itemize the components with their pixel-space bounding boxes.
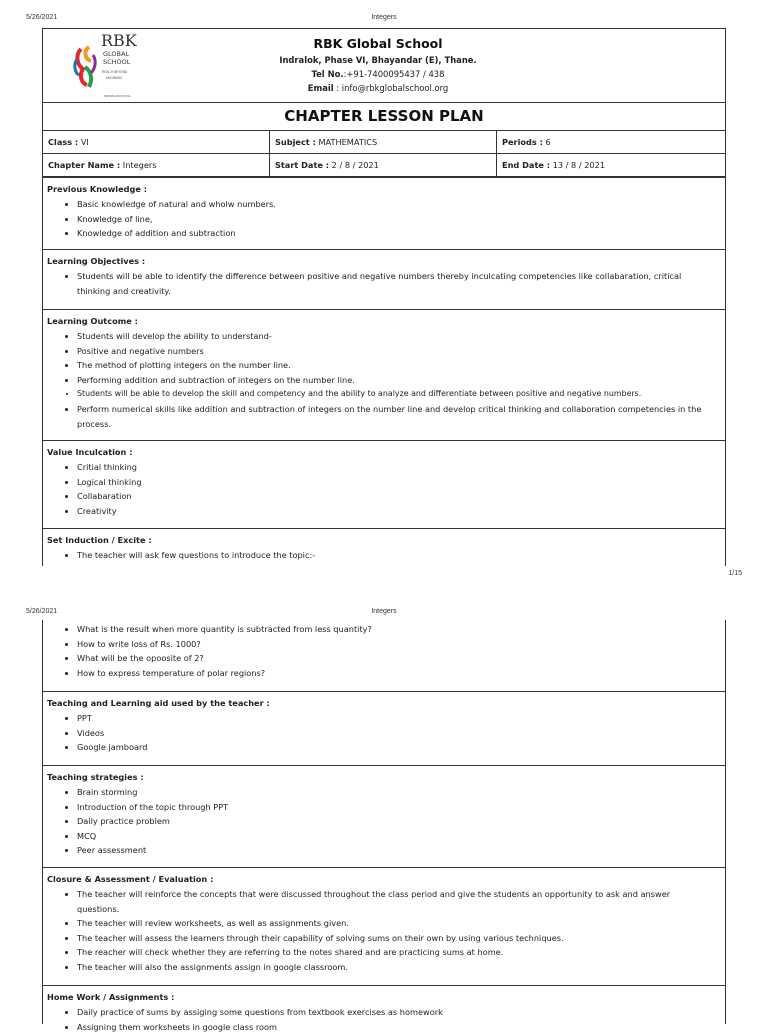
svg-text:KNOWING: KNOWING <box>106 76 122 80</box>
school-logo <box>69 29 139 101</box>
section-heading: Home Work / Assignments : <box>47 992 175 1002</box>
list-item: • The reacher will check whether they are referring to the notes shared and are practicing sums at home. <box>77 945 696 960</box>
svg-text:RBK: RBK <box>101 31 137 50</box>
list-item: • Knowledge of addition and subtraction <box>77 226 726 241</box>
section-learning-objectives <box>42 249 726 309</box>
section-heading: Teaching strategies : <box>47 772 144 782</box>
list-item: • Positive and negative numbers <box>77 344 720 359</box>
list-item: • What will be the opoosite of 2? <box>77 651 726 666</box>
list-item: • How to express temperature of polar regions? <box>77 666 726 681</box>
list-item: • Collabaration <box>77 489 726 504</box>
list-item: • Daily practice problem <box>77 814 726 829</box>
section-homework <box>42 985 726 1032</box>
info-row-2 <box>43 153 725 176</box>
school-phone: Tel No.:+91-7400095437 / 438 <box>311 69 445 79</box>
print-date: 5/26/2021 <box>26 608 58 615</box>
bullet-list <box>42 711 726 755</box>
list-item: • The teacher will assess the learners through their capability of solving sums on their own by using various techniques. <box>77 931 696 946</box>
list-item: • Google jamboard <box>77 740 726 755</box>
list-item: • Peer assessment <box>77 843 726 858</box>
list-item: • What is the result when more quantity is subtracted from less quantity? <box>77 622 726 637</box>
svg-text:IBWORLDSCHOOL: IBWORLDSCHOOL <box>104 94 131 98</box>
list-item: • Introduction of the topic through PPT <box>77 800 726 815</box>
bullet-list <box>42 269 726 298</box>
svg-text:SCHOOL: SCHOOL <box>103 58 131 66</box>
start-date-field: Start Date : 2 / 8 / 2021 <box>275 160 379 170</box>
list-item: • Brain storming <box>77 785 726 800</box>
bullet-list <box>42 460 726 518</box>
list-item: • Students will develop the ability to understand- <box>77 329 720 344</box>
section-teaching-strategies <box>42 765 726 867</box>
list-item: • Performing addition and subtraction of integers on the number line. <box>77 373 720 388</box>
periods-field: Periods : 6 <box>502 137 551 147</box>
section-closure-assessment <box>42 867 726 985</box>
list-item: • Logical thinking <box>77 475 726 490</box>
info-row-1 <box>43 130 725 153</box>
list-item: • Students will be able to develop the skill and competency and the ability to analyze and differentiate between positive and negative numbers. <box>77 387 720 402</box>
list-item: • How to write loss of Rs. 1000? <box>77 637 726 652</box>
section-learning-outcome <box>42 309 726 440</box>
section-heading: Previous Knowledge : <box>47 184 148 194</box>
plan-title: CHAPTER LESSON PLAN <box>43 102 725 130</box>
svg-text:REACH BEYOND: REACH BEYOND <box>102 70 128 74</box>
subject-field: Subject : MATHEMATICS <box>275 137 378 147</box>
section-heading: Value Inculcation : <box>47 447 133 457</box>
list-item: • The teacher will ask few questions to introduce the topic:- <box>77 548 726 563</box>
print-date: 5/26/2021 <box>26 14 58 21</box>
list-item: • MCQ <box>77 829 726 844</box>
section-value-inculcation <box>42 440 726 528</box>
list-item: • Assigning them worksheets in google class room <box>77 1020 726 1034</box>
list-item: • Creativity <box>77 504 726 519</box>
list-item: • Critial thinking <box>77 460 726 475</box>
list-item: • The teacher will also the assignments assign in google classroom. <box>77 960 696 975</box>
list-item: • Videos <box>77 726 726 741</box>
section-heading: Learning Outcome : <box>47 316 138 326</box>
list-item: • Students will be able to identify the difference between positive and negative numbers thereby inculcating competencies like collabaration, critical thinking and creativity. <box>77 269 716 298</box>
list-item: • PPT <box>77 711 726 726</box>
school-name: RBK Global School <box>313 36 443 51</box>
bullet-list <box>42 1005 726 1034</box>
bullet-list <box>42 887 726 975</box>
list-item: • Daily practice of sums by assiging some questions from textbook exercises as homework <box>77 1005 726 1020</box>
section-heading: Set Induction / Excite : <box>47 535 152 545</box>
page-number: 1/15 <box>728 570 742 577</box>
end-date-field: End Date : 13 / 8 / 2021 <box>502 160 606 170</box>
list-item: • Basic knowledge of natural and wholw numbers. <box>77 197 726 212</box>
class-field: Class : VI <box>48 137 89 147</box>
school-address: Indralok, Phase VI, Bhayandar (E), Thane. <box>279 55 477 65</box>
lesson-plan-header <box>42 28 726 176</box>
section-heading: Closure & Assessment / Evaluation : <box>47 874 214 884</box>
section-teaching-aid <box>42 691 726 765</box>
list-item: • The teacher will reinforce the concepts that were discussed throughout the class period and give the students an opportunity to ask and answer questions. <box>77 887 696 916</box>
bullet-list <box>42 197 726 241</box>
print-title: Integers <box>371 14 397 21</box>
section-previous-knowledge <box>42 176 726 249</box>
bullet-list <box>42 622 726 680</box>
bullet-list <box>42 329 726 431</box>
section-set-induction <box>42 528 726 566</box>
section-heading: Teaching and Learning aid used by the teacher : <box>47 698 270 708</box>
list-item: • Perform numerical skills like addition and subtraction of integers on the number line and develop critical thinking and collaboration competencies in the process. <box>77 402 720 431</box>
list-item: • The method of plotting integers on the number line. <box>77 358 720 373</box>
list-item: • The teacher will review worksheets, as well as assignments given. <box>77 916 696 931</box>
section-set-induction-continued <box>42 620 726 691</box>
list-item: • Knowledge of line, <box>77 212 726 227</box>
print-title: Integers <box>371 608 397 615</box>
chapter-field: Chapter Name : Integers <box>48 160 157 170</box>
bullet-list <box>42 785 726 858</box>
school-info <box>203 29 553 93</box>
bullet-list <box>42 548 726 563</box>
school-email: Email : info@rbkglobalschool.org <box>307 83 449 93</box>
section-heading: Learning Objectives : <box>47 256 146 266</box>
svg-text:GLOBAL: GLOBAL <box>103 50 130 58</box>
